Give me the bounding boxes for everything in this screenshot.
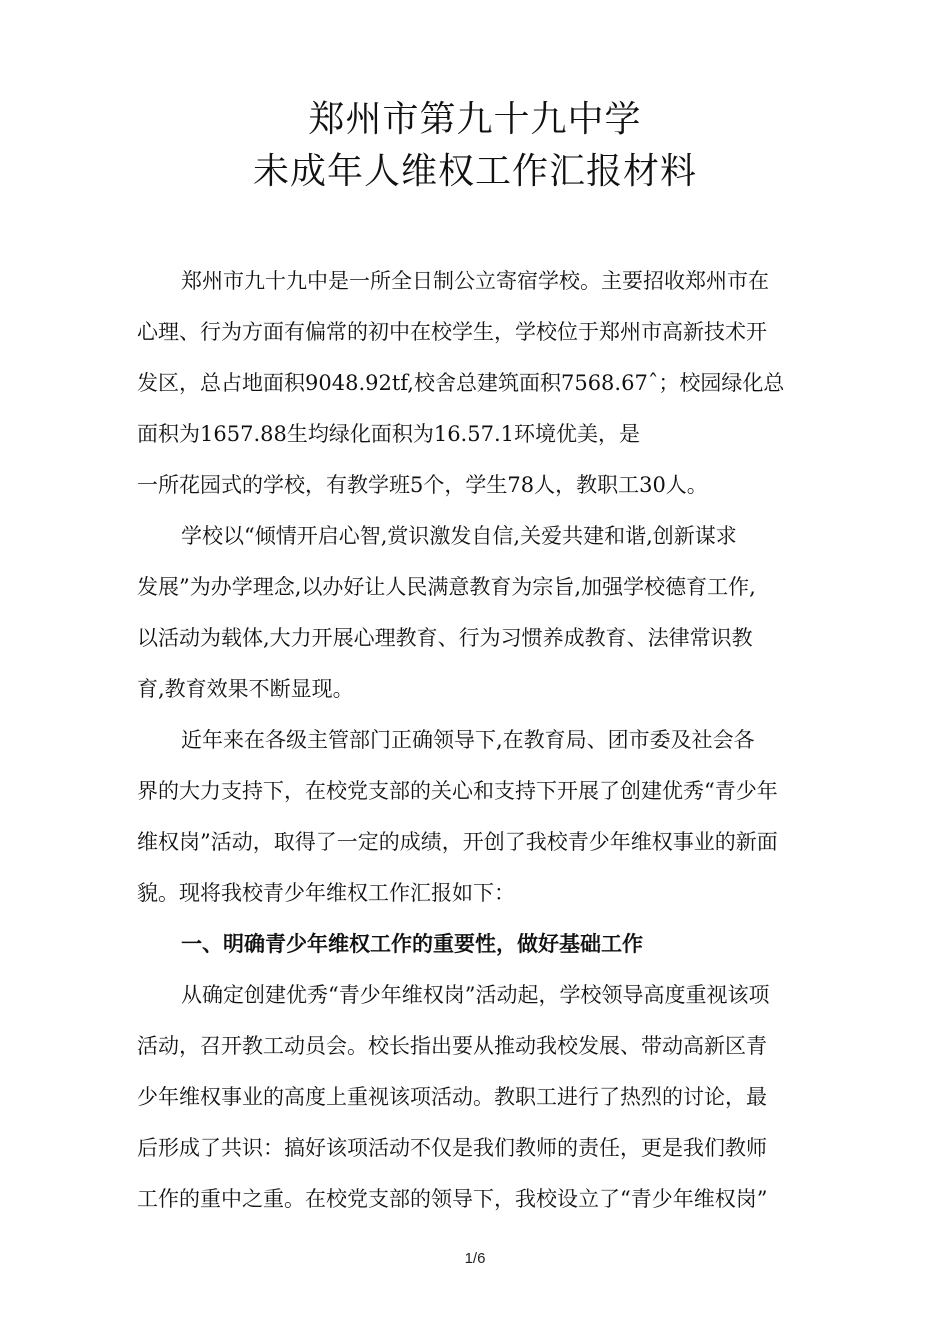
body-line: 育,教育效果不断显现。 [137, 677, 354, 701]
document-body [137, 256, 817, 1225]
body-line: 工作的重中之重。在校党支部的领导下，我校设立了“青少年维权岗” [137, 1187, 768, 1211]
body-line: 心理、行为方面有偏常的初中在校学生，学校位于郑州市高新技术开 [137, 320, 767, 344]
body-line: 少年维权事业的高度上重视该项活动。教职工进行了热烈的讨论，最 [137, 1085, 767, 1109]
body-line: 以活动为载体,大力开展心理教育、行为习惯养成教育、法律常识教 [137, 626, 753, 650]
document-title-line-2: 未成年人维权工作汇报材料 [252, 151, 697, 192]
body-line: 面积为1657.88生均绿化面积为16.57.1环境优美，是 [137, 422, 640, 446]
page-number: 1/6 [464, 1250, 486, 1267]
body-line: 发区，总占地面积9048.92tf,校舍总建筑面积7568.67ˆ；校园绿化总 [137, 371, 785, 395]
body-line: 貌。现将我校青少年维权工作汇报如下： [137, 881, 515, 905]
body-line: 活动，召开教工动员会。校长指出要从推动我校发展、带动高新区青 [137, 1034, 767, 1058]
document-title-line-1: 郑州市第九十九中学 [308, 99, 642, 140]
body-line: 界的大力支持下，在校党支部的关心和支持下开展了创建优秀“青少年 [137, 779, 778, 803]
body-line: 发展”为办学理念,以办好让人民满意教育为宗旨,加强学校德育工作, [137, 575, 756, 599]
body-line: 学校以“倾情开启心智,赏识激发自信,关爱共建和谐,创新谋求 [181, 524, 737, 548]
body-line: 一所花园式的学校，有教学班5个，学生78人，教职工30人。 [137, 473, 708, 497]
body-line: 近年来在各级主管部门正确领导下,在教育局、团市委及社会各 [181, 728, 755, 752]
body-line: 从确定创建优秀“青少年维权岗”活动起，学校领导高度重视该项 [181, 983, 770, 1007]
section-heading: 一、明确青少年维权工作的重要性，做好基础工作 [181, 932, 643, 956]
body-line: 后形成了共识：搞好该项活动不仅是我们教师的责任，更是我们教师 [137, 1136, 767, 1160]
body-line: 郑州市九十九中是一所全日制公立寄宿学校。主要招收郑州市在 [181, 269, 769, 293]
body-line: 维权岗”活动，取得了一定的成绩，开创了我校青少年维权事业的新面 [137, 830, 778, 854]
